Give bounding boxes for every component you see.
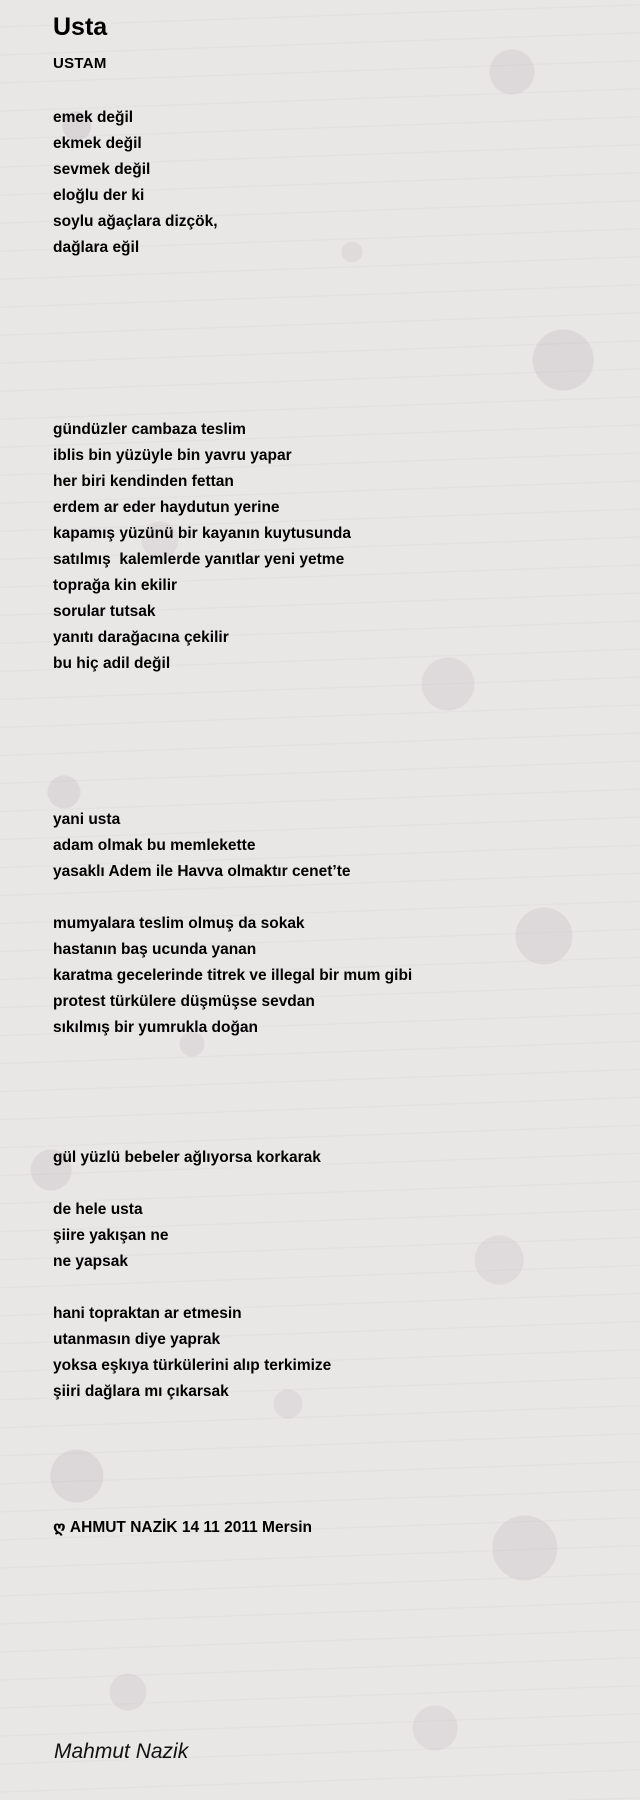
poem-line: yoksa eşkıya türkülerini alıp terkimize — [53, 1357, 332, 1374]
poem-line: yanıtı darağacına çekilir — [53, 629, 229, 646]
poem-line: sorular tutsak — [53, 603, 156, 620]
stanza-break — [53, 287, 412, 313]
poem-title: Usta — [53, 13, 108, 41]
poem-line: sevmek değil — [53, 161, 151, 178]
poem-line: şiiri dağlara mı çıkarsak — [53, 1383, 229, 1400]
stanza-break — [53, 365, 412, 391]
poem-line: eloğlu der ki — [53, 187, 145, 204]
poem-line: gündüzler cambaza teslim — [53, 421, 246, 438]
poem-line: dağlara eğil — [53, 239, 140, 256]
poem-line: de hele usta — [53, 1201, 143, 1218]
poem-line: emek değil — [53, 109, 134, 126]
stanza-break — [53, 781, 412, 807]
poem-line: hani topraktan ar etmesin — [53, 1305, 242, 1322]
poem-line: satılmış kalemlerde yanıtlar yeni yetme — [53, 551, 345, 568]
poem-line: toprağa kin ekilir — [53, 577, 178, 594]
poem-line: soylu ağaçlara dizçök, — [53, 213, 218, 230]
stanza-break — [53, 261, 412, 287]
poem-line: yani usta — [53, 811, 121, 828]
stanza-break — [53, 313, 412, 339]
poem-line: utanmasın diye yaprak — [53, 1331, 221, 1348]
poem-line: sıkılmış bir yumrukla doğan — [53, 1019, 259, 1036]
stanza-break — [53, 677, 412, 703]
poem-line: şiire yakışan ne — [53, 1227, 169, 1244]
poem-line: adam olmak bu memlekette — [53, 837, 256, 854]
poem-line: ekmek değil — [53, 135, 142, 152]
poem-line: yasaklı Adem ile Havva olmaktır cenet’te — [53, 863, 351, 880]
poem-line: protest türkülere düşmüşse sevdan — [53, 993, 315, 1010]
stanza-break — [53, 703, 412, 729]
stanza-break — [53, 729, 412, 755]
poem-subtitle: USTAM — [53, 55, 107, 72]
poem-body — [53, 105, 412, 1405]
stanza-break — [53, 391, 412, 417]
poem-line: bu hiç adil değil — [53, 655, 171, 672]
poem-signature: ღ AHMUT NAZİK 14 11 2011 Mersin — [53, 1519, 312, 1536]
stanza-break — [53, 755, 412, 781]
poem-line: erdem ar eder haydutun yerine — [53, 499, 280, 516]
poem-line: ne yapsak — [53, 1253, 128, 1270]
author-name[interactable]: Mahmut Nazik — [54, 1740, 189, 1763]
stanza-break — [53, 885, 412, 911]
poem-line: hastanın baş ucunda yanan — [53, 941, 257, 958]
poem-line: mumyalara teslim olmuş da sokak — [53, 915, 305, 932]
poem-line: kapamış yüzünü bir kayanın kuytusunda — [53, 525, 352, 542]
stanza-break — [53, 1041, 412, 1067]
stanza-break — [53, 1275, 412, 1301]
stanza-break — [53, 1067, 412, 1093]
poem-line: gül yüzlü bebeler ağlıyorsa korkarak — [53, 1149, 321, 1166]
poem-line: iblis bin yüzüyle bin yavru yapar — [53, 447, 292, 464]
stanza-break — [53, 1119, 412, 1145]
stanza-break — [53, 1093, 412, 1119]
poem-line: her biri kendinden fettan — [53, 473, 234, 490]
stanza-break — [53, 1171, 412, 1197]
stanza-break — [53, 339, 412, 365]
poem-line: karatma gecelerinde titrek ve illegal bir mum gibi — [53, 967, 413, 984]
